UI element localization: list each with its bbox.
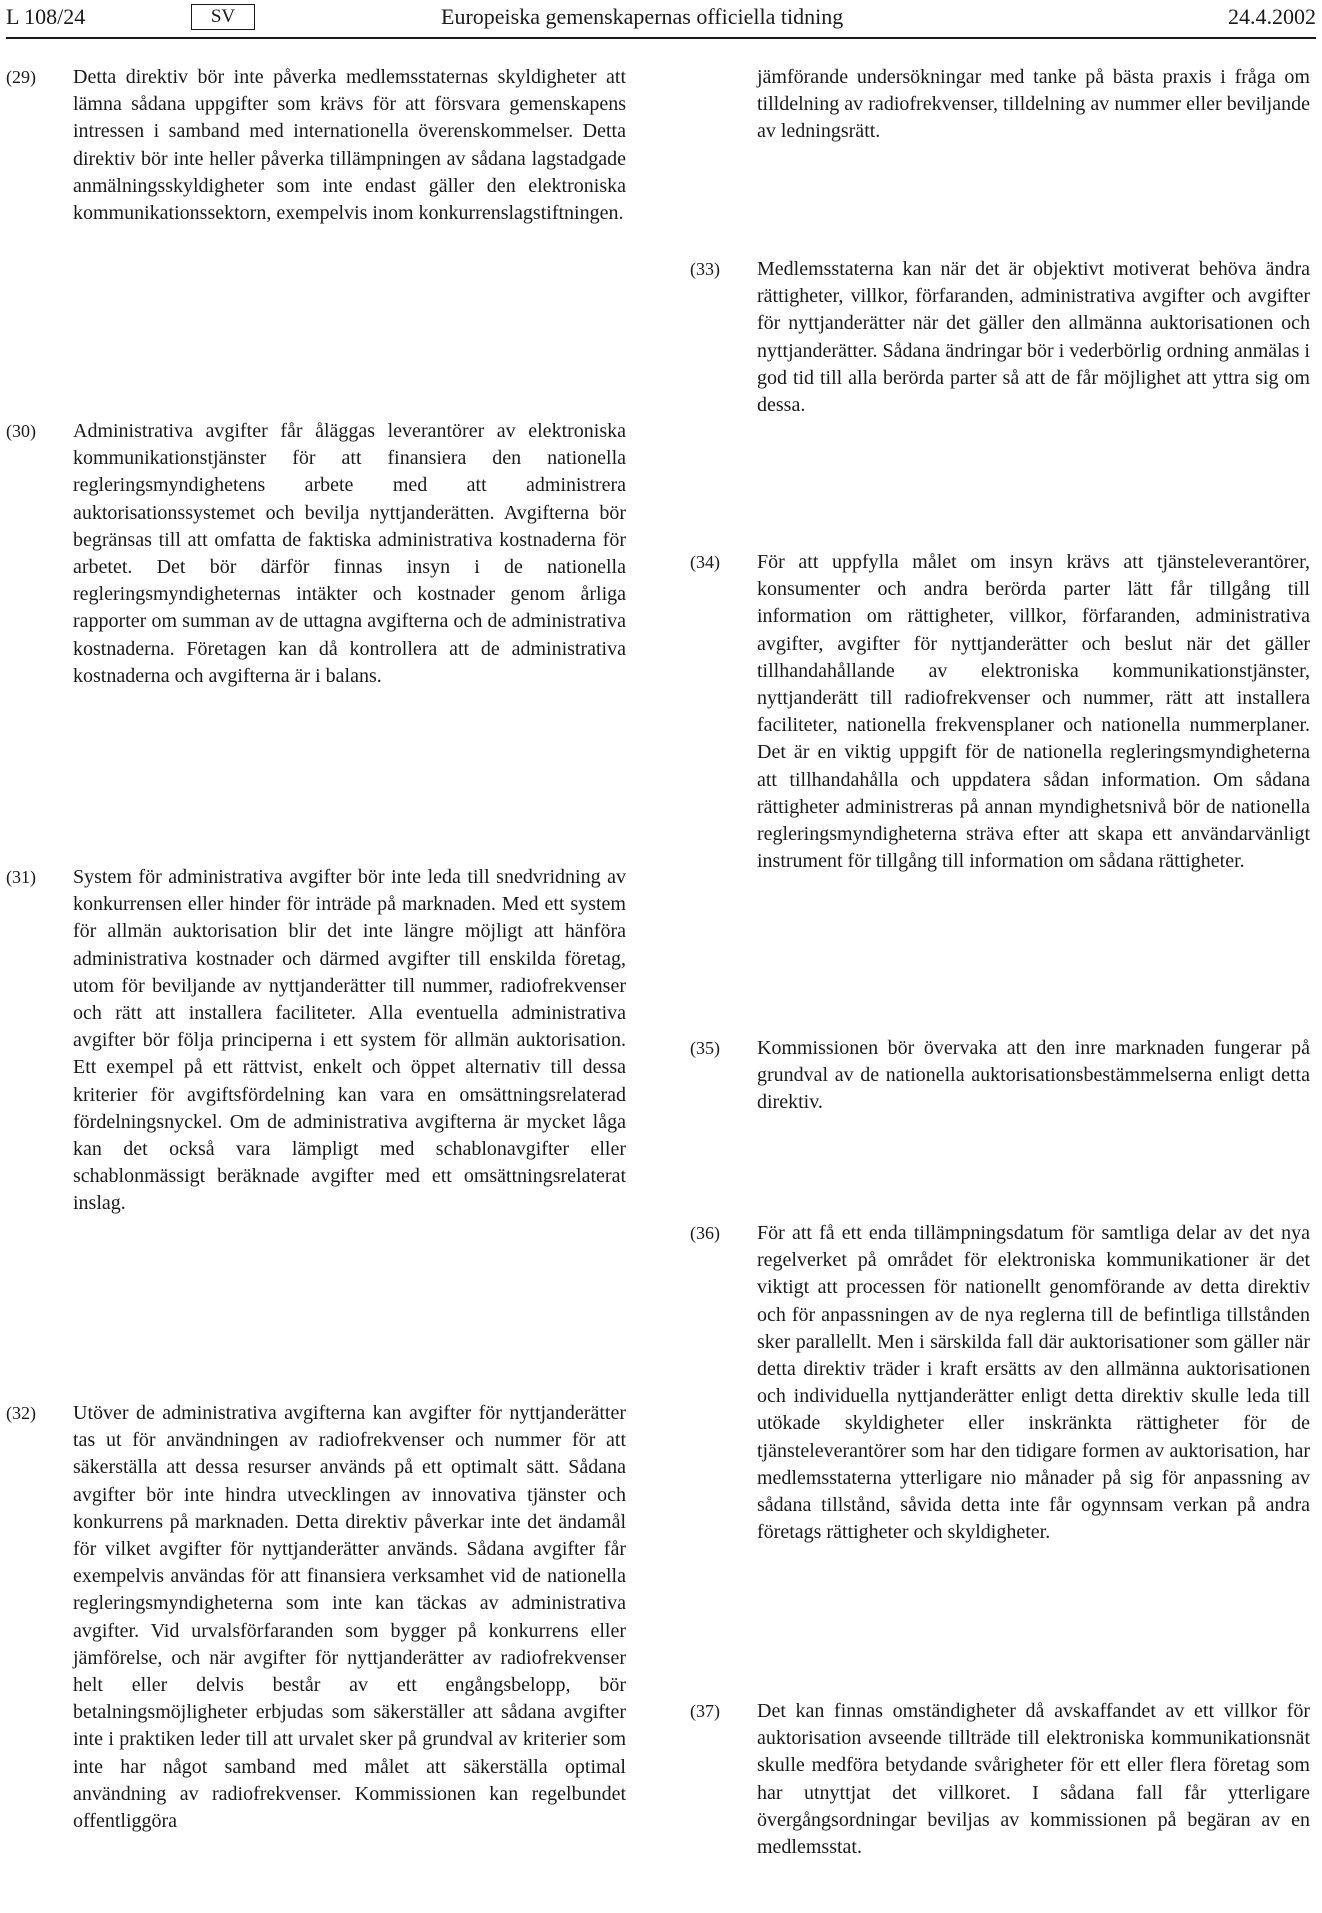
recital-number: (37) — [690, 1701, 720, 1721]
page-header — [0, 0, 1322, 36]
recital-number: (35) — [690, 1038, 720, 1058]
recital-text: För att uppfylla målet om insyn krävs att tjänsteleverantörer, konsumenter och andra berörda parter lätt får tillgång till information om rättigheter, villkor, förfaranden, administrativa avgifter, avgifter för nyttjanderätter och beslut när det gäller tillhandahållande av elektroniska kommunikationstjänster, nyttjanderätt till radiofrekvenser och nummer, rätt att installera faciliteter, nationella frekvensplaner och nationella nummerplaner. Det är en viktig uppgift för de nationella regleringsmyndigheterna att tillhandahålla och uppdatera sådan information. Om sådana rättigheter administreras på annan myndighetsnivå bör de nationella regleringsmyndigheterna sträva efter att skapa ett användarvänligt instrument för tillgång till information om sådana rättigheter. — [757, 551, 1310, 873]
recital-number: (31) — [6, 867, 36, 887]
header-rule — [6, 37, 1316, 39]
journal-reference: L 108/24 — [6, 4, 86, 29]
recital-number: (30) — [6, 421, 36, 441]
recital-number: (32) — [6, 1403, 36, 1423]
recital-number: (34) — [690, 552, 720, 572]
recital-number: (36) — [690, 1223, 720, 1243]
recital-number: (33) — [690, 259, 720, 279]
recital-number: (29) — [6, 67, 36, 87]
recital-text: Det kan finnas omständigheter då avskaffandet av ett villkor för auktorisation avseende tillträde till elektroniska kommunikationsnät skulle medföra betydande svårigheter för ett eller flera företag som har utnyttjat det villkoret. I sådana fall får ytterligare övergångsordningar beviljas av kommissionen på begäran av en medlemsstat. — [757, 1700, 1310, 1859]
publication-date: 24.4.2002 — [1228, 4, 1316, 29]
language-badge: SV — [191, 4, 255, 30]
recital-text: Detta direktiv bör inte påverka medlemsstaternas skyldigheter att lämna sådana uppgifter som krävs för att försvara gemenskapens intressen i samband med internationella överenskommelser. Detta direktiv bör inte heller påverka tillämpningen av sådana lagstadgade anmälningsskyldigheter som inte endast gäller den elektroniska kommunikationssektorn, exempelvis inom konkurrenslagstiftningen. — [73, 66, 626, 225]
recital-text: jämförande undersökningar med tanke på bästa praxis i fråga om tilldelning av radiofrekvenser, tilldelning av nummer eller beviljande av ledningsrätt. — [757, 66, 1310, 143]
recital-text: Kommissionen bör övervaka att den inre marknaden fungerar på grundval av de nationella auktorisationsbestämmelserna enligt detta direktiv. — [757, 1037, 1310, 1114]
recital-text: System för administrativa avgifter bör inte leda till snedvridning av konkurrensen eller hinder för inträde på marknaden. Med ett system för allmän auktorisation blir det inte längre möjligt att hänföra administrativa kostnader och därmed avgifter till enskilda företag, utom för beviljande av nyttjanderätter till nummer, radiofrekvenser och rätt att installera faciliteter. Alla eventuella administrativa avgifter bör följa principerna i ett system för allmän auktorisation. Ett exempel på ett rättvist, enkelt och öppet alternativ till dessa kriterier för avgiftsfördelning kan vara en omsättningsrelaterad fördelningsnyckel. Om de administrativa avgifterna är mycket låga kan det också vara lämpligt med schablonavgifter eller schablonmässigt beräknade avgifter med ett omsättningsrelaterat inslag. — [73, 866, 626, 1215]
recital-text: Utöver de administrativa avgifterna kan avgifter för nyttjanderätter tas ut för användningen av radiofrekvenser och nummer för att säkerställa att dessa resurser används på ett optimalt sätt. Sådana avgifter bör inte hindra utvecklingen av innovativa tjänster och konkurrens på marknaden. Detta direktiv påverkar inte det ändamål för vilket avgifter för nyttjanderätter används. Sådana avgifter får exempelvis användas för att finansiera verksamhet vid de nationella regleringsmyndigheterna som inte kan täckas av administrativa avgifter. Vid urvalsförfaranden som bygger på konkurrens eller jämförelse, och när avgifter för nyttjanderätter av radiofrekvenser helt eller delvis består av ett engångsbelopp, bör betalningsmöjligheter erbjudas som säkerställer att sådana avgifter inte i praktiken leder till att urvalet sker på grundval av kriterier som inte har något samband med målet att säkerställa optimal användning av radiofrekvenser. Kommissionen kan regelbundet offentliggöra — [73, 1402, 626, 1833]
recital-text: Medlemsstaterna kan när det är objektivt motiverat behöva ändra rättigheter, villkor, förfaranden, administrativa avgifter och avgifter för nyttjanderätter när det gäller den allmänna auktorisationen och nyttjanderätter. Sådana ändringar bör i vederbörlig ordning anmälas i god tid till alla berörda parter så att de får möjlighet att yttra sig om dessa. — [757, 258, 1310, 417]
journal-title: Europeiska gemenskapernas officiella tidning — [441, 4, 844, 29]
recital-text: För att få ett enda tillämpningsdatum för samtliga delar av det nya regelverket på området för elektroniska kommunikationer är det viktigt att processen för nationellt genomförande av detta direktiv och för anpassningen av de nya reglerna till de befintliga tillstånden sker parallellt. Men i särskilda fall där auktorisationer som gäller när detta direktiv träder i kraft ersätts av den allmänna auktorisationen och individuella nyttjanderätter enligt detta direktiv skulle leda till utökade skyldigheter eller inskränkta rättigheter för de tjänsteleverantörer som har den tidigare formen av auktorisation, har medlemsstaterna ytterligare nio månader på sig för anpassning av sådana tillstånd, såvida detta inte får ogynnsam verkan på andra företags rättigheter och skyldigheter. — [757, 1222, 1310, 1544]
recital-text: Administrativa avgifter får åläggas leverantörer av elektroniska kommunikationstjänster för att finansiera den nationella regleringsmyndighetens arbete med att administrera auktorisationssystemet och bevilja nyttjanderätten. Avgifterna bör begränsas till att omfatta de faktiska administrativa kostnaderna för arbetet. Det bör därför finnas insyn i de nationella regleringsmyndigheternas intäkter och kostnader genom årliga rapporter om summan av de uttagna avgifterna och de administrativa kostnaderna. Företagen kan då kontrollera att de administrativa kostnaderna och avgifterna är i balans. — [73, 420, 626, 687]
